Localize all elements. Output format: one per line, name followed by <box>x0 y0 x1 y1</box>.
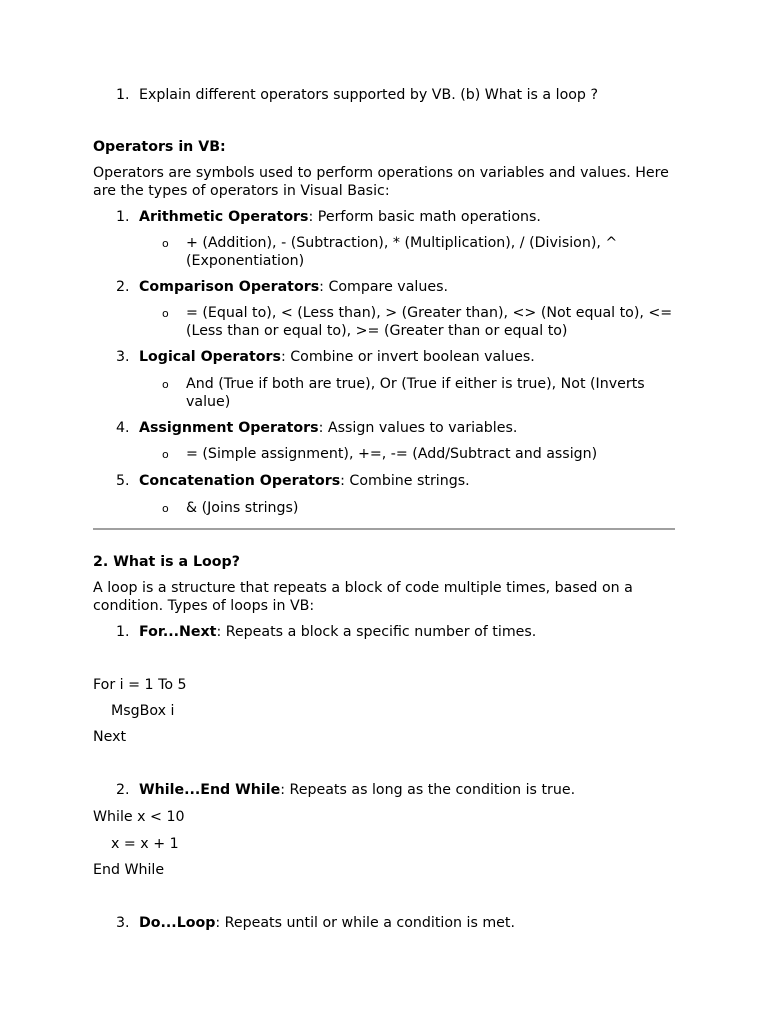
operator-desc: : Assign values to variables. <box>318 420 518 436</box>
operators-heading: Operators in VB: <box>93 139 226 155</box>
loop-title: For...Next <box>139 624 217 640</box>
loop-desc: : Repeats a block a specific number of times. <box>216 624 537 640</box>
operator-detail: = (Simple assignment), +=, -= (Add/Subtract and assign) <box>186 446 598 462</box>
loops-heading: 2. What is a Loop? <box>93 554 240 570</box>
bullet-marker: o <box>162 502 169 515</box>
code-line: For i = 1 To 5 <box>93 677 187 693</box>
operator-desc: : Compare values. <box>319 279 448 295</box>
list-number: 2. <box>116 782 130 798</box>
question-text: Explain different operators supported by VB. (b) What is a loop ? <box>139 87 598 103</box>
horizontal-divider <box>93 528 675 530</box>
code-line: While x < 10 <box>93 809 185 825</box>
loop-title: Do...Loop <box>139 915 216 931</box>
bullet-marker: o <box>162 237 169 250</box>
operator-detail: = (Equal to), < (Less than), > (Greater than), <> (Not equal to), <= (Less than or equal to), >= (Greater than or equal to) <box>186 305 673 339</box>
operator-detail: And (True if both are true), Or (True if either is true), Not (Inverts value) <box>186 376 645 410</box>
operator-title: Comparison Operators <box>139 279 320 295</box>
operator-desc: : Combine strings. <box>340 473 470 489</box>
list-number: 3. <box>116 915 130 931</box>
operator-desc: : Combine or invert boolean values. <box>280 349 535 365</box>
bullet-marker: o <box>162 378 169 391</box>
operator-detail: & (Joins strings) <box>186 500 299 516</box>
list-number: 1. <box>116 624 130 640</box>
bullet-marker: o <box>162 307 169 320</box>
list-number: 3. <box>116 349 130 365</box>
list-number: 2. <box>116 279 130 295</box>
bullet-marker: o <box>162 448 169 461</box>
loop-desc: : Repeats as long as the condition is true. <box>280 782 576 798</box>
operator-title: Concatenation Operators <box>139 473 341 489</box>
code-line: End While <box>93 862 165 878</box>
operator-title: Logical Operators <box>139 349 281 365</box>
operator-desc: : Perform basic math operations. <box>308 209 541 225</box>
code-line: x = x + 1 <box>111 836 179 852</box>
list-number: 1. <box>116 209 130 225</box>
operators-intro: Operators are symbols used to perform operations on variables and values. Here are the types of operators in Visual Basic: <box>93 165 669 199</box>
operator-title: Arithmetic Operators <box>139 209 309 225</box>
list-number: 4. <box>116 420 130 436</box>
loop-title: While...End While <box>139 782 281 798</box>
operator-detail: + (Addition), - (Subtraction), * (Multiplication), / (Division), ^ (Exponentiation) <box>186 235 618 269</box>
question-number: 1. <box>116 87 130 103</box>
loops-intro: A loop is a structure that repeats a block of code multiple times, based on a condition. Types of loops in VB: <box>93 580 633 614</box>
list-number: 5. <box>116 473 130 489</box>
code-line: Next <box>93 729 127 745</box>
operator-title: Assignment Operators <box>139 420 319 436</box>
code-line: MsgBox i <box>111 703 175 719</box>
loop-desc: : Repeats until or while a condition is met. <box>215 915 515 931</box>
